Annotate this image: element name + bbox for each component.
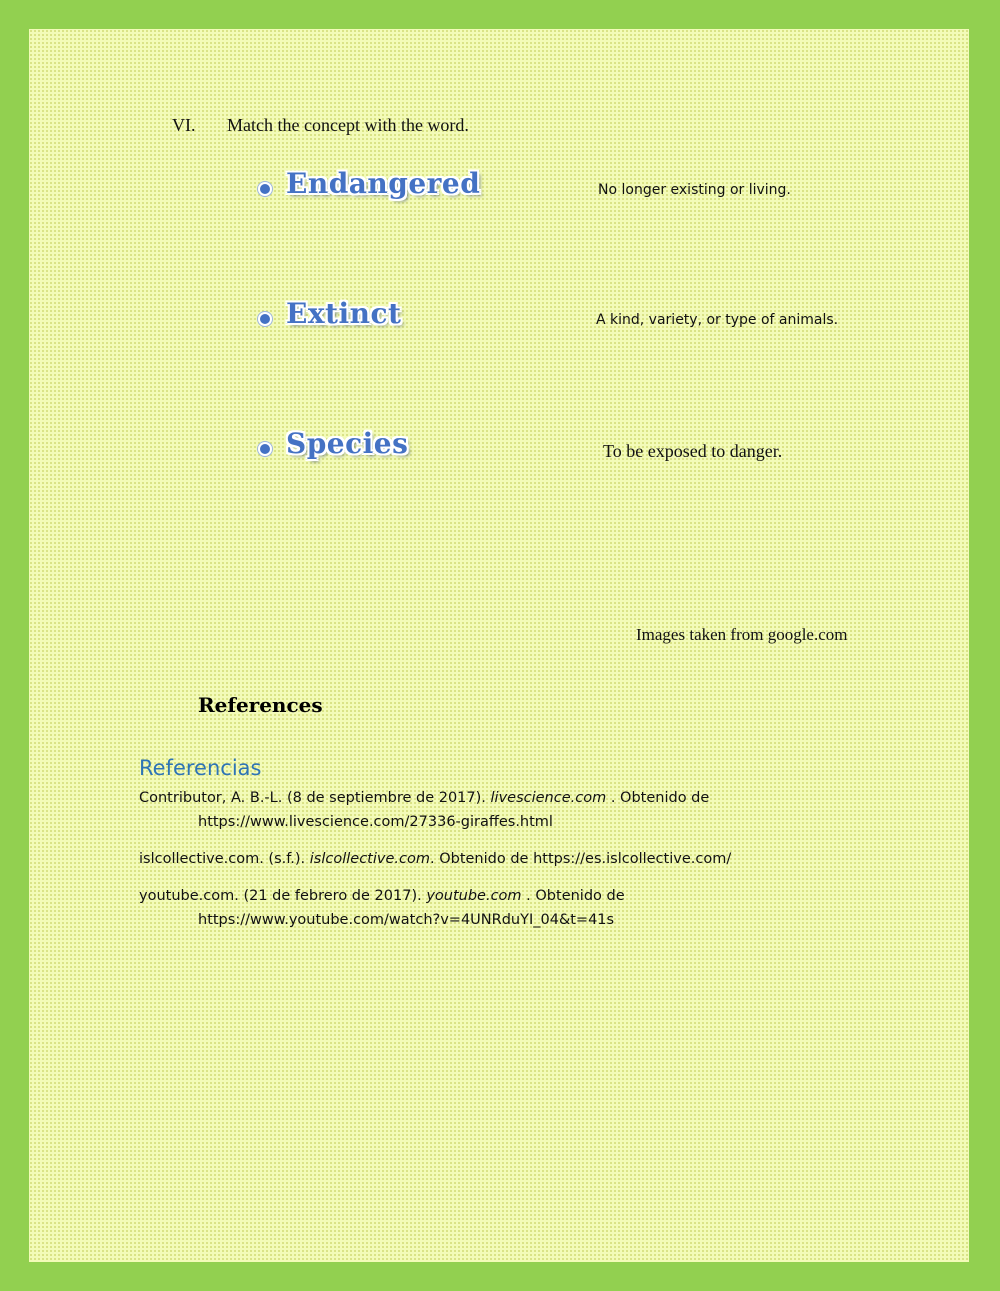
match-word-extinct: Extinct — [286, 297, 402, 330]
match-word-endangered: Endangered — [286, 167, 481, 200]
match-word-species: Species — [286, 427, 409, 460]
exercise-instruction: Match the concept with the word. — [227, 115, 469, 135]
reference-entry-3-tail: . Obtenido de — [521, 888, 625, 904]
reference-entry-1-lead: Contributor, A. B.-L. (8 de septiembre de 2017). — [139, 790, 491, 806]
bullet-icon — [258, 182, 272, 196]
reference-entry-2 — [139, 848, 731, 871]
references-heading: References — [198, 693, 323, 717]
reference-entry-3-url: https://www.youtube.com/watch?v=4UNRduYI_04&t=41s — [198, 912, 615, 928]
reference-entry-1 — [139, 787, 709, 810]
reference-entry-2-source: islcollective.com — [309, 851, 430, 867]
reference-entry-2-tail: . Obtenido de https://es.islcollective.com/ — [429, 851, 732, 867]
bullet-icon — [258, 312, 272, 326]
bullet-icon — [258, 442, 272, 456]
match-definition-2: A kind, variety, or type of animals. — [596, 312, 839, 328]
reference-entry-2-lead: islcollective.com. (s.f.). — [139, 851, 310, 867]
reference-entry-3 — [139, 885, 625, 908]
worksheet-page — [29, 29, 969, 1262]
bibliography-title: Referencias — [139, 756, 262, 780]
match-definition-3: To be exposed to danger. — [603, 441, 783, 461]
reference-entry-1-tail: . Obtenido de — [606, 790, 710, 806]
match-definition-1: No longer existing or living. — [598, 182, 791, 198]
reference-entry-3-source: youtube.com — [426, 888, 522, 904]
reference-entry-3-lead: youtube.com. (21 de febrero de 2017). — [139, 888, 427, 904]
reference-entry-1-url: https://www.livescience.com/27336-giraffes.html — [198, 814, 553, 830]
reference-entry-1-source: livescience.com — [490, 790, 607, 806]
image-credit: Images taken from google.com — [636, 625, 848, 644]
exercise-number: VI. — [172, 115, 196, 135]
